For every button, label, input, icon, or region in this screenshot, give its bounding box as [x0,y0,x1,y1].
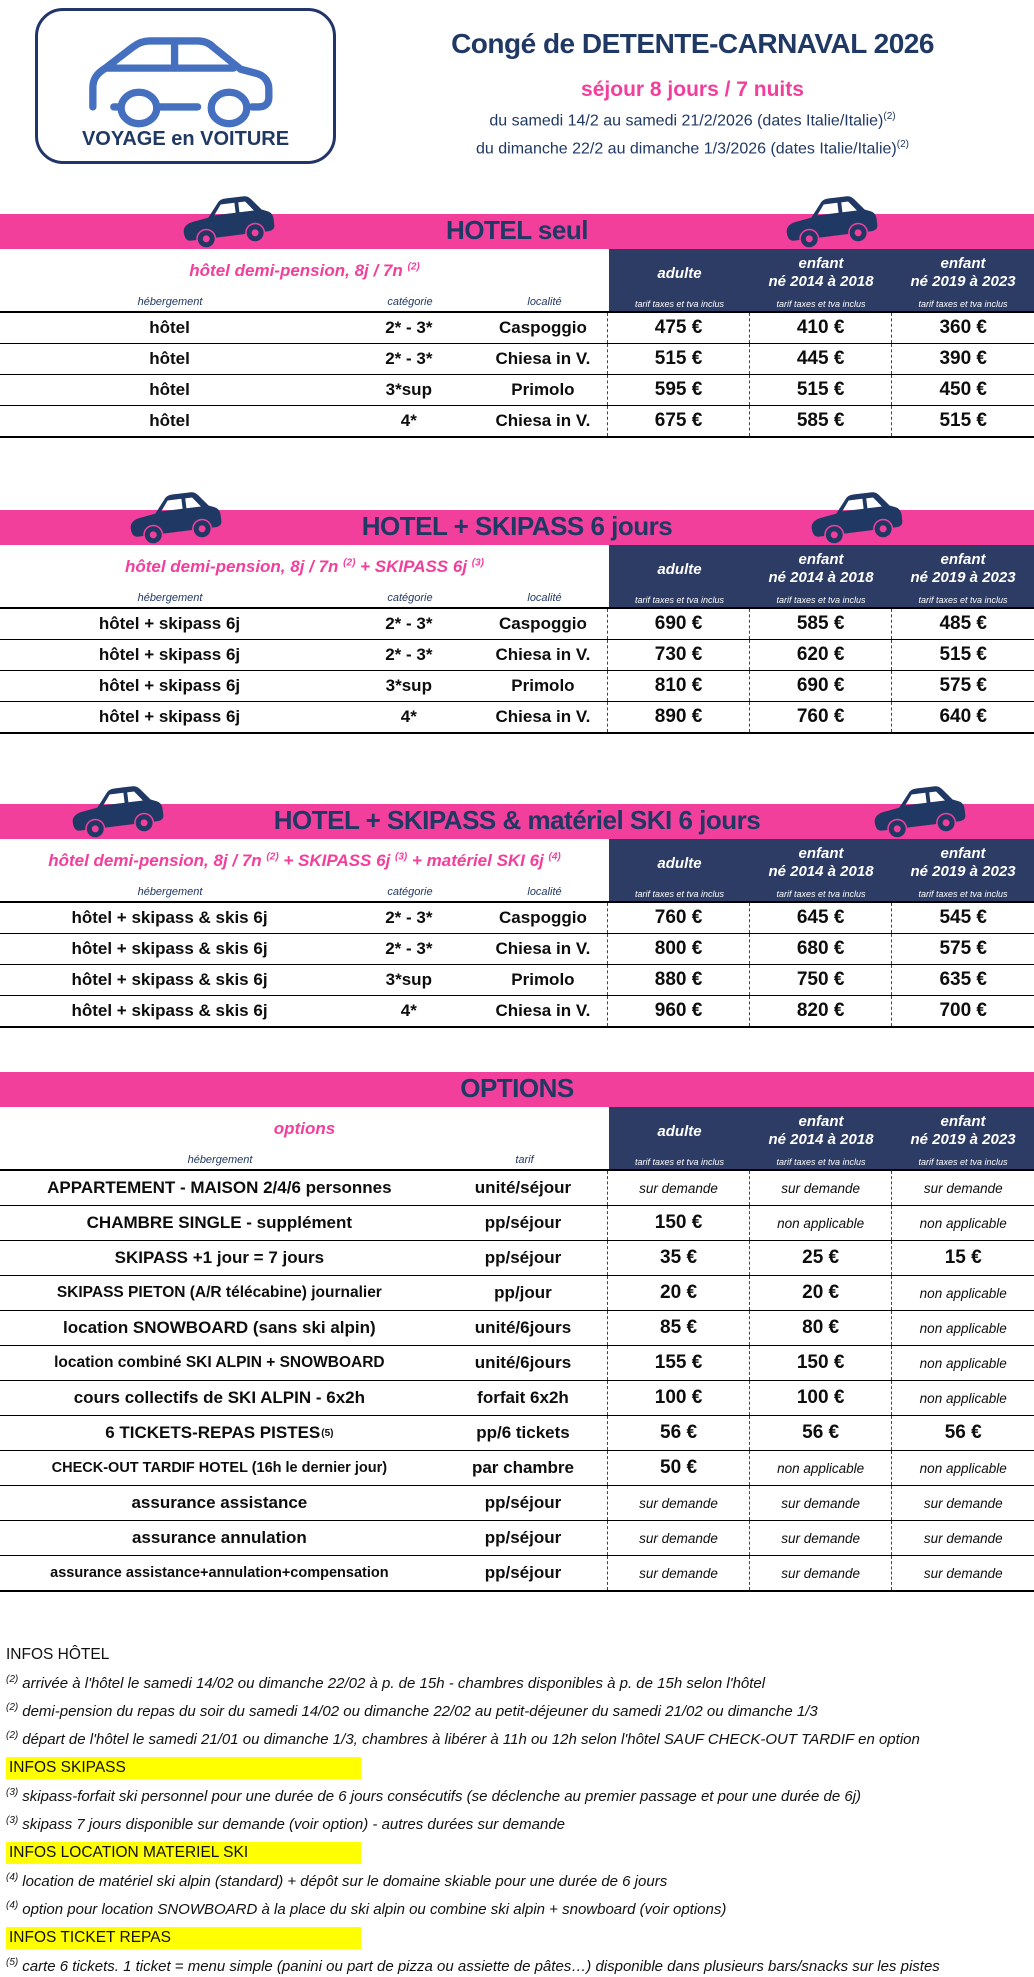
option-row [0,1345,1034,1380]
footnote: $^{(2)}$ demi-pension du repas du soir du samedi 14/02 ou dimanche 22/02 au petit-déjeuner du samedi 21/02 ou dimanche 1/3 [6,1702,818,1720]
options-header [0,1107,1034,1169]
price-cell: 700 € [891,996,1034,1026]
option-label [0,1346,439,1380]
option-value-cell: 85 € [607,1311,749,1345]
price-cell: 690 € [749,671,892,701]
info-cell: Chiesa in V. [495,349,591,368]
footnote-section-heading: INFOS HÔTEL [6,1646,110,1663]
option-row [0,1171,1034,1205]
column-label: localité [527,592,562,604]
enfant-2019-2023-column-header [892,839,1034,901]
price-cell: 680 € [749,934,892,964]
info-cell: 3*sup [385,380,432,399]
info-cell: Primolo [511,970,575,989]
car-outline-icon [74,21,294,117]
table-rows [0,607,1034,734]
footnote-text: demi-pension du repas du soir du samedi 14/02 ou dimanche 22/02 au petit-déjeuner du samedi 21/02 ou dimanche 1/3 [22,1703,818,1720]
column-header-line: enfant [940,255,986,272]
price-cell: 575 € [891,934,1034,964]
footnote-text: arrivée à l'hôtel le samedi 14/02 ou dimanche 22/02 à p. de 15h - chambres disponibles à p. de 15h selon l'hôtel [22,1675,766,1692]
price-cell: 595 € [607,375,749,405]
column-header-line: enfant [940,1113,986,1130]
info-cell: Primolo [511,380,575,399]
option-value-cell: 25 € [749,1241,892,1275]
price-cell: 475 € [607,313,749,343]
footnote: $^{(4)}$ location de matériel ski alpin (standard) + dépôt sur le domaine skiable pour une durée de 6 jours [6,1872,668,1890]
option-value-cell: 80 € [749,1311,892,1345]
price-cell: 515 € [891,640,1034,670]
info-cell: hôtel + skipass 6j [98,676,241,695]
info-cell: hôtel [149,318,190,337]
option-label-text: assurance assistance+annulation+compensation [50,1565,389,1581]
option-label [0,1451,439,1485]
option-value-cell: 35 € [607,1241,749,1275]
price-cell: 620 € [749,640,892,670]
price-cell: 575 € [891,671,1034,701]
price-cell: 960 € [607,996,749,1026]
info-cell: 2* - 3* [385,614,433,633]
footnote-section-heading-highlighted: INFOS LOCATION MATERIEL SKI [6,1842,361,1864]
table-header [0,545,1034,607]
subtitle-text: hôtel demi-pension, 8j / 7n [48,851,267,870]
tarif-taxes-note: tarif taxes et tva inclus [634,595,725,605]
price-cell: 445 € [749,344,892,374]
option-value-cell: 150 € [607,1206,749,1240]
adulte-column-header [609,1107,750,1169]
option-row [0,1310,1034,1345]
info-cell: 2* - 3* [385,939,433,958]
option-tarif-unit: pp/séjour [484,1493,562,1512]
info-cell: Caspoggio [499,908,587,927]
table-row [0,903,1034,933]
price-cell: 585 € [749,609,892,639]
price-cell: 730 € [607,640,749,670]
column-header-line: enfant [798,1113,844,1130]
info-cell: Chiesa in V. [495,411,591,430]
info-cell: hôtel [149,380,190,399]
footnote-text: skipass-forfait ski personnel pour une durée de 6 jours consécutifs (se déclenche au premier passage et pour une durée de 6j) [22,1788,862,1805]
column-header-line: né 2019 à 2023 [910,1131,1016,1148]
option-label [0,1276,439,1310]
enfant-2019-2023-column-header [892,1107,1034,1169]
info-cell: Chiesa in V. [495,1001,591,1020]
column-header-line: enfant [798,845,844,862]
price-cell: 880 € [607,965,749,995]
price-cell: 635 € [891,965,1034,995]
info-cell: 2* - 3* [385,349,433,368]
option-value-cell: 100 € [749,1381,892,1415]
pricing-tables [0,214,1034,1028]
info-cell: hôtel + skipass 6j [98,645,241,664]
option-value-cell: 155 € [607,1346,749,1380]
table-row [0,639,1034,670]
price-cell: 820 € [749,996,892,1026]
stay-duration: séjour 8 jours / 7 nuits [581,78,804,101]
option-label-text: assurance annulation [131,1528,307,1547]
table-row [0,964,1034,995]
subtitle-text: hôtel demi-pension, 8j / 7n [189,261,408,280]
footnote: $^{(3)}$ skipass 7 jours disponible sur demande (voir option) - autres durées sur demande [6,1815,566,1833]
price-columns-header [609,249,1034,311]
option-value-cell: 56 € [891,1416,1034,1450]
option-label [0,1381,439,1415]
price-cell: 760 € [607,903,749,933]
option-label [0,1486,439,1520]
price-cell: 810 € [607,671,749,701]
section-title: OPTIONS [460,1073,574,1103]
section-title: HOTEL + SKIPASS & matériel SKI 6 jours [273,805,761,835]
option-value-cell: non applicable [891,1451,1034,1485]
option-value-cell: sur demande [607,1556,749,1590]
option-label-text: location SNOWBOARD (sans ski alpin) [63,1318,376,1337]
column-label: catégorie [387,296,433,308]
option-row [0,1450,1034,1485]
option-label [0,1206,439,1240]
option-value-cell: 100 € [607,1381,749,1415]
price-cell: 585 € [749,406,892,436]
option-value-cell: sur demande [891,1171,1034,1205]
column-label: hébergement [137,592,203,604]
option-row [0,1520,1034,1555]
options-rows [0,1169,1034,1592]
enfant-2014-2018-column-header [750,249,892,311]
tarif-taxes-note: tarif taxes et tva inclus [918,299,1008,309]
enfant-2019-2023-column-header [892,249,1034,311]
info-cell: hôtel + skipass & skis 6j [71,908,268,927]
price-cell: 760 € [749,702,892,732]
column-label: catégorie [387,592,433,604]
column-header-line: adulte [657,265,702,282]
column-header-line: adulte [657,1123,702,1140]
table-row [0,701,1034,732]
tarif-taxes-note: tarif taxes et tva inclus [776,595,866,605]
column-header-line: enfant [940,551,986,568]
section-band [0,1072,1034,1107]
column-header-line: enfant [940,845,986,862]
options-section [0,1072,1034,1592]
option-value-cell: sur demande [607,1171,749,1205]
info-cell: 3*sup [385,676,432,695]
section-band [0,214,1034,249]
info-cell: 4* [400,411,417,430]
option-label-text: CHECK-OUT TARDIF HOTEL (16h le dernier jour) [51,1460,388,1476]
price-cell: 515 € [891,406,1034,436]
option-row [0,1415,1034,1450]
column-label: tarif [515,1154,534,1166]
table-row [0,995,1034,1026]
option-value-cell: sur demande [749,1556,892,1590]
info-cell: 2* - 3* [385,318,433,337]
option-value-cell: 56 € [607,1416,749,1450]
option-value-cell: 20 € [607,1276,749,1310]
pricing-section [0,510,1034,734]
option-tarif-unit: forfait 6x2h [477,1388,569,1407]
footnote-section-heading-highlighted: INFOS SKIPASS [6,1757,361,1779]
price-cell: 675 € [607,406,749,436]
footnote-section-heading-highlighted: INFOS TICKET REPAS [6,1927,361,1949]
option-value-cell: 150 € [749,1346,892,1380]
subtitle-text: hôtel demi-pension, 8j / 7n [124,557,344,576]
column-label: hébergement [137,886,203,898]
pricing-section [0,214,1034,438]
column-header-line: enfant [798,551,844,568]
column-header-line: né 2014 à 2018 [768,1131,874,1148]
footnote: $^{(3)}$ skipass-forfait ski personnel pour une durée de 6 jours consécutifs (se déclenche au premier passage et pour une durée de 6j) [6,1787,862,1805]
enfant-2014-2018-column-header [750,839,892,901]
option-label-text: cours collectifs de SKI ALPIN - 6x2h [73,1388,365,1407]
price-columns-header [609,1107,1034,1169]
price-cell: 515 € [749,375,892,405]
option-value-cell: non applicable [891,1346,1034,1380]
title-block [365,28,1020,159]
option-label [0,1521,439,1555]
price-cell: 690 € [607,609,749,639]
option-row [0,1240,1034,1275]
option-value-cell: sur demande [607,1486,749,1520]
section-band [0,510,1034,545]
option-value-cell: non applicable [891,1206,1034,1240]
column-header-line: né 2014 à 2018 [768,273,874,290]
info-cell: Caspoggio [499,318,587,337]
option-label-text: SKIPASS +1 jour = 7 jours [114,1248,325,1267]
option-value-cell: sur demande [749,1486,892,1520]
table-subtitle: hôtel demi-pension, 8j / 7n $^{(2)}$ + SKIPASS 6j $^{(3)}$ + matériel SKI 6j $^{(4)}$ [48,851,561,870]
option-value-cell: sur demande [891,1521,1034,1555]
table-row [0,933,1034,964]
column-label: hébergement [187,1154,253,1166]
section-title: HOTEL seul [446,215,588,245]
price-cell: 800 € [607,934,749,964]
footnote: $^{(5)}$ carte 6 tickets. 1 ticket = menu simple (panini ou part de pizza ou assiette de pâtes…) disponible dans plusieurs bars/snacks sur les pistes [6,1957,940,1975]
table-header [0,839,1034,901]
option-tarif-unit: pp/jour [494,1283,552,1302]
option-label [0,1171,439,1205]
page-title: Congé de DETENTE-CARNAVAL 2026 [451,28,934,59]
table-row [0,313,1034,343]
table-subtitle: hôtel demi-pension, 8j / 7n $^{(2)}$ [189,261,420,280]
info-cell: hôtel + skipass 6j [98,614,241,633]
voyage-en-voiture-logo [35,8,336,164]
option-value-cell: non applicable [891,1276,1034,1310]
option-tarif-unit: pp/séjour [484,1248,562,1267]
option-label: 6 TICKETS-REPAS PISTES (5) [105,1423,334,1442]
option-row [0,1275,1034,1310]
tarif-taxes-note: tarif taxes et tva inclus [918,1157,1008,1167]
option-value-cell: non applicable [749,1206,892,1240]
price-cell: 390 € [891,344,1034,374]
option-label-text: 6 TICKETS-REPAS PISTES [105,1423,321,1442]
option-value-cell: 20 € [749,1276,892,1310]
subtitle-text: + SKIPASS 6j [355,557,472,576]
column-header-line: né 2019 à 2023 [910,273,1016,290]
info-cell: 4* [400,707,417,726]
table-rows [0,311,1034,438]
date-line-2: du dimanche 22/2 au dimanche 1/3/2026 (dates Italie/Italie)$^{(2)}$ [476,139,909,158]
tarif-taxes-note: tarif taxes et tva inclus [634,1157,725,1167]
price-cell: 545 € [891,903,1034,933]
table-row [0,670,1034,701]
option-row [0,1485,1034,1520]
enfant-2019-2023-column-header [892,545,1034,607]
tarif-taxes-note: tarif taxes et tva inclus [634,889,725,899]
option-value-cell: 56 € [749,1416,892,1450]
price-cell: 515 € [607,344,749,374]
section-band [0,804,1034,839]
info-cell: Chiesa in V. [495,707,591,726]
option-tarif-unit: unité/6jours [474,1318,572,1337]
info-cell: 2* - 3* [385,908,433,927]
table-header [0,249,1034,311]
enfant-2014-2018-column-header [750,545,892,607]
options-subtitle: options [273,1119,336,1138]
pricing-section [0,804,1034,1028]
info-cell: 3*sup [385,970,432,989]
tarif-taxes-note: tarif taxes et tva inclus [634,299,725,309]
price-cell: 450 € [891,375,1034,405]
info-cell: Caspoggio [499,614,587,633]
enfant-2014-2018-column-header [750,1107,892,1169]
option-value-cell: sur demande [749,1521,892,1555]
adulte-column-header [609,839,750,901]
option-value-cell: sur demande [607,1521,749,1555]
footnote-text: carte 6 tickets. 1 ticket = menu simple (panini ou part de pizza ou assiette de pâtes…) disponible dans plusieurs bars/snacks sur les pistes [22,1958,940,1975]
column-label: localité [527,886,562,898]
option-value-cell: non applicable [749,1451,892,1485]
column-header-line: enfant [798,255,844,272]
option-tarif-unit: unité/séjour [474,1178,572,1197]
option-row [0,1555,1034,1590]
option-label [0,1556,439,1590]
tarif-taxes-note: tarif taxes et tva inclus [776,1157,866,1167]
price-cell: 360 € [891,313,1034,343]
price-cell: 750 € [749,965,892,995]
option-label-text: CHAMBRE SINGLE - supplément [86,1213,353,1232]
info-cell: hôtel + skipass & skis 6j [71,970,268,989]
tarif-taxes-note: tarif taxes et tva inclus [776,889,866,899]
column-header-line: adulte [657,561,702,578]
info-cell: 4* [400,1001,417,1020]
subtitle-text: + matériel SKI 6j [407,851,549,870]
option-label-text: SKIPASS PIETON (A/R télécabine) journalier [56,1284,382,1301]
option-value-cell: non applicable [891,1311,1034,1345]
table-row [0,405,1034,436]
info-cell: Primolo [511,676,575,695]
option-tarif-unit: pp/séjour [484,1563,562,1582]
option-label-text: APPARTEMENT - MAISON 2/4/6 personnes [47,1178,392,1197]
footnote: $^{(4)}$ option pour location SNOWBOARD à la place du ski alpin ou combine ski alpin + snowboard (voir options) [6,1900,727,1918]
info-cell: Chiesa in V. [495,645,591,664]
options-table [0,1072,1034,1592]
price-cell: 485 € [891,609,1034,639]
price-cell: 410 € [749,313,892,343]
column-label: localité [527,296,562,308]
info-cell: hôtel [149,411,190,430]
table-subtitle: hôtel demi-pension, 8j / 7n $^{(2)}$ + SKIPASS 6j $^{(3)}$ [124,557,485,576]
option-row [0,1205,1034,1240]
option-label-text: assurance assistance [131,1493,308,1512]
table-row [0,609,1034,639]
price-cell: 890 € [607,702,749,732]
table-row [0,374,1034,405]
document-header [0,0,1034,172]
info-cell: hôtel [149,349,190,368]
price-cell: 645 € [749,903,892,933]
price-cell: 640 € [891,702,1034,732]
column-header-line: adulte [657,855,702,872]
footnote-text: location de matériel ski alpin (standard) + dépôt sur le domaine skiable pour une durée de 6 jours [22,1873,668,1890]
option-value-cell: non applicable [891,1381,1034,1415]
option-tarif-unit: pp/6 tickets [476,1423,570,1442]
option-tarif-unit: par chambre [471,1458,574,1477]
tarif-taxes-note: tarif taxes et tva inclus [918,889,1008,899]
column-label: hébergement [137,296,203,308]
option-value-cell: 50 € [607,1451,749,1485]
table-row [0,343,1034,374]
table-rows [0,901,1034,1028]
footnotes [0,1644,1034,1977]
footnote-text: skipass 7 jours disponible sur demande (voir option) - autres durées sur demande [22,1816,566,1833]
column-label: catégorie [387,886,433,898]
option-tarif-unit: pp/séjour [484,1528,562,1547]
info-cell: Chiesa in V. [495,939,591,958]
info-cell: hôtel + skipass & skis 6j [71,1001,268,1020]
info-cell: hôtel + skipass & skis 6j [71,939,268,958]
price-columns-header [609,839,1034,901]
column-header-line: né 2019 à 2023 [910,863,1016,880]
adulte-column-header [609,545,750,607]
footnote: $^{(2)}$ arrivée à l'hôtel le samedi 14/02 ou dimanche 22/02 à p. de 15h - chambres disponibles à p. de 15h selon l'hôtel [6,1674,766,1692]
info-cell: 2* - 3* [385,645,433,664]
option-label-text: location combiné SKI ALPIN + SNOWBOARD [54,1354,385,1371]
column-header-line: né 2014 à 2018 [768,569,874,586]
option-value-cell: sur demande [749,1171,892,1205]
option-value-cell: 15 € [891,1241,1034,1275]
option-row [0,1380,1034,1415]
footnote-text: option pour location SNOWBOARD à la place du ski alpin ou combine ski alpin + snowboard (voir options) [22,1901,727,1918]
section-title: HOTEL + SKIPASS 6 jours [361,511,673,541]
footnote: $^{(2)}$ départ de l'hôtel le samedi 21/01 ou dimanche 1/3, chambres à libérer à 11h ou 12h selon l'hôtel SAUF CHECK-OUT TARDIF en option [6,1730,920,1748]
price-columns-header [609,545,1034,607]
tarif-taxes-note: tarif taxes et tva inclus [776,299,866,309]
option-label [0,1241,439,1275]
column-header-line: né 2019 à 2023 [910,569,1016,586]
info-cell: hôtel + skipass 6j [98,707,241,726]
subtitle-text: + SKIPASS 6j [278,851,396,870]
column-header-line: né 2014 à 2018 [768,863,874,880]
option-label [0,1311,439,1345]
option-value-cell: sur demande [891,1486,1034,1520]
footnote-text: départ de l'hôtel le samedi 21/01 ou dimanche 1/3, chambres à libérer à 11h ou 12h selon l'hôtel SAUF CHECK-OUT TARDIF en option [22,1731,920,1748]
adulte-column-header [609,249,750,311]
logo-label: VOYAGE en VOITURE [81,128,290,150]
option-tarif-unit: pp/séjour [484,1213,562,1232]
option-tarif-unit: unité/6jours [474,1353,572,1372]
date-line-1: du samedi 14/2 au samedi 21/2/2026 (dates Italie/Italie)$^{(2)}$ [489,111,896,130]
option-value-cell: sur demande [891,1556,1034,1590]
tarif-taxes-note: tarif taxes et tva inclus [918,595,1008,605]
